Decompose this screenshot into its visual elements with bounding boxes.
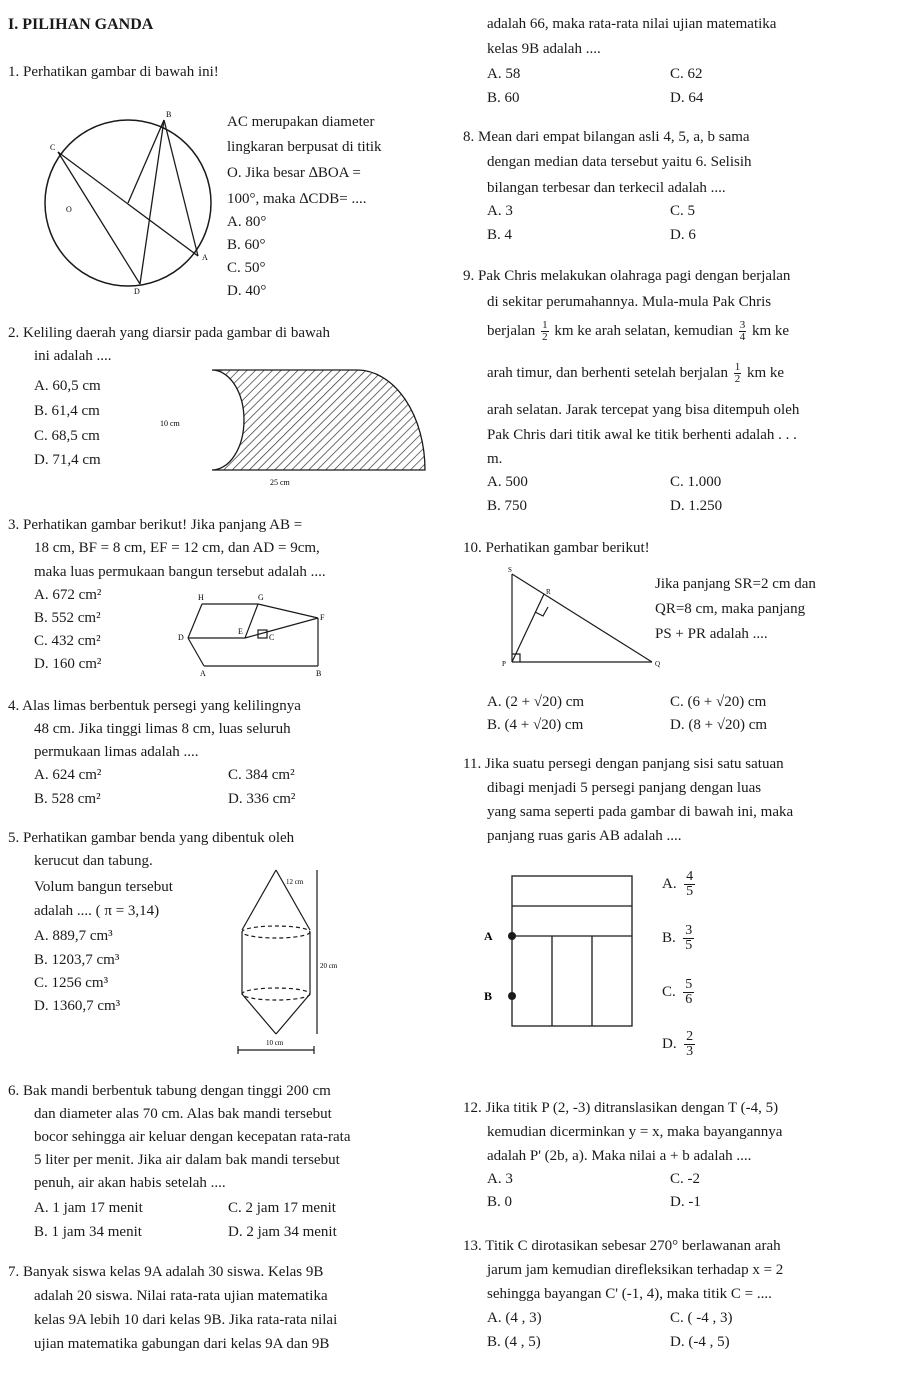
- q3-label-f: F: [320, 613, 325, 622]
- q1-label-b: B: [166, 110, 172, 119]
- q12-stem-1: 12. Jika titik P (2, -3) ditranslasikan dengan T (-4, 5): [463, 1100, 779, 1116]
- q4-stem-3: permukaan limas adalah ....: [34, 744, 199, 760]
- q3-stem-2: 18 cm, BF = 8 cm, EF = 12 cm, dan AD = 9cm,: [34, 540, 320, 556]
- q6-option-d[interactable]: D. 2 jam 34 menit: [228, 1224, 337, 1240]
- q5-label-12cm: 12 cm: [286, 878, 304, 886]
- q2-option-b[interactable]: B. 61,4 cm: [34, 403, 100, 419]
- q7-cont-1: adalah 66, maka rata-rata nilai ujian matematika: [487, 16, 777, 32]
- q5-text-1: Volum bangun tersebut: [34, 879, 173, 895]
- q9-fraction-2: $\frac{3}{4}$: [739, 319, 746, 343]
- q2-option-d[interactable]: D. 71,4 cm: [34, 452, 101, 468]
- q5-option-d[interactable]: D. 1360,7 cm³: [34, 998, 121, 1014]
- q3-stem-3: maka luas permukaan bangun tersebut adalah ....: [34, 564, 326, 580]
- q6-stem-3: bocor sehingga air keluar dengan kecepatan rata-rata: [34, 1129, 351, 1145]
- q3-option-b[interactable]: B. 552 cm²: [34, 610, 101, 626]
- q10-label-r: R: [546, 588, 551, 596]
- q10-label-s: S: [508, 566, 512, 574]
- q6-stem-1: 6. Bak mandi berbentuk tabung dengan tinggi 200 cm: [8, 1083, 331, 1099]
- q3-label-c: C: [269, 633, 275, 642]
- q3-label-g: G: [258, 593, 264, 602]
- q11-label-b: B: [484, 989, 493, 1003]
- q10-label-q: Q: [655, 660, 661, 668]
- q13-stem-3: sehingga bayangan C' (-1, 4), maka titik C = ....: [487, 1286, 772, 1302]
- q11-square-figure: [480, 870, 640, 1030]
- q11-stem-3: yang sama seperti pada gambar di bawah ini, maka: [487, 804, 794, 820]
- q10-stem: 10. Perhatikan gambar berikut!: [463, 540, 650, 556]
- q3-label-b: B: [316, 669, 322, 678]
- q13-option-a[interactable]: A. (4 , 3): [487, 1310, 542, 1326]
- q2-option-a[interactable]: A. 60,5 cm: [34, 378, 101, 394]
- q8-stem-1: 8. Mean dari empat bilangan asli 4, 5, a, b sama: [463, 129, 750, 145]
- q11-stem-4: panjang ruas garis AB adalah ....: [487, 828, 682, 844]
- q4-option-a[interactable]: A. 624 cm²: [34, 767, 102, 783]
- q3-option-a[interactable]: A. 672 cm²: [34, 587, 102, 603]
- q2-option-c[interactable]: C. 68,5 cm: [34, 428, 100, 444]
- section-title: I. PILIHAN GANDA: [8, 16, 154, 33]
- q11-stem-1: 11. Jika suatu persegi dengan panjang sisi satu satuan: [463, 756, 784, 772]
- q1-label-c: C: [50, 143, 56, 152]
- q3-option-c[interactable]: C. 432 cm²: [34, 633, 101, 649]
- q10-option-c[interactable]: C. (6 + √20) cm: [670, 694, 767, 710]
- q5-cone-cylinder-figure: [220, 862, 338, 1062]
- q8-option-b[interactable]: B. 4: [487, 227, 513, 243]
- q1-circle-figure: [38, 108, 218, 298]
- q5-text-2: adalah .... ( π = 3,14): [34, 903, 160, 919]
- q4-option-c[interactable]: C. 384 cm²: [228, 767, 295, 783]
- q3-label-a: A: [200, 669, 206, 678]
- q2-stem-2: ini adalah ....: [34, 348, 112, 364]
- q1-option-c[interactable]: C. 50°: [227, 260, 266, 276]
- q1-option-b[interactable]: B. 60°: [227, 237, 266, 253]
- q10-label-p: P: [502, 660, 506, 668]
- q5-option-b[interactable]: B. 1203,7 cm³: [34, 952, 120, 968]
- q7-option-a[interactable]: A. 58: [487, 66, 521, 82]
- q1-label-d: D: [134, 287, 140, 296]
- q6-option-b[interactable]: B. 1 jam 34 menit: [34, 1224, 142, 1240]
- q1-label-o: O: [66, 205, 72, 214]
- q9-line-7: m.: [487, 451, 503, 467]
- q4-stem-2: 48 cm. Jika tinggi limas 8 cm, luas seluruh: [34, 721, 291, 737]
- q9-option-d[interactable]: D. 1.250: [670, 498, 723, 514]
- q13-stem-2: jarum jam kemudian direfleksikan terhadap x = 2: [487, 1262, 784, 1278]
- q13-option-c[interactable]: C. ( -4 , 3): [670, 1310, 733, 1326]
- q13-stem-1: 13. Titik C dirotasikan sebesar 270° berlawanan arah: [463, 1238, 781, 1254]
- q5-option-a[interactable]: A. 889,7 cm³: [34, 928, 113, 944]
- q2-stem-1: 2. Keliling daerah yang diarsir pada gambar di bawah: [8, 325, 330, 341]
- q11-option-d[interactable]: D. $\frac{2}{3}$: [662, 1029, 694, 1059]
- q12-option-d[interactable]: D. -1: [670, 1194, 701, 1210]
- q3-label-h: H: [198, 593, 204, 602]
- q3-stem-1: 3. Perhatikan gambar berikut! Jika panjang AB =: [8, 517, 303, 533]
- q12-option-b[interactable]: B. 0: [487, 1194, 513, 1210]
- q1-stem: 1. Perhatikan gambar di bawah ini!: [8, 64, 219, 80]
- q5-stem-1: 5. Perhatikan gambar benda yang dibentuk oleh: [8, 830, 295, 846]
- q5-option-c[interactable]: C. 1256 cm³: [34, 975, 109, 991]
- q1-text-4: 100°, maka ∆CDB= ....: [227, 191, 367, 207]
- q8-option-d[interactable]: D. 6: [670, 227, 696, 243]
- q6-stem-2: dan diameter alas 70 cm. Alas bak mandi tersebut: [34, 1106, 332, 1122]
- q5-stem-2: kerucut dan tabung.: [34, 853, 153, 869]
- q8-stem-2: dengan median data tersebut yaitu 6. Selisih: [487, 154, 752, 170]
- q6-stem-4: 5 liter per menit. Jika air dalam bak mandi tersebut: [34, 1152, 340, 1168]
- q6-option-c[interactable]: C. 2 jam 17 menit: [228, 1200, 336, 1216]
- q3-label-d: D: [178, 633, 184, 642]
- q4-stem-1: 4. Alas limas berbentuk persegi yang kelilingnya: [8, 698, 301, 714]
- q4-option-d[interactable]: D. 336 cm²: [228, 791, 296, 807]
- q10-text-2: QR=8 cm, maka panjang: [655, 601, 806, 617]
- q10-option-b[interactable]: B. (4 + √20) cm: [487, 717, 584, 733]
- q3-prism-figure: [170, 590, 340, 680]
- q1-label-a: A: [202, 253, 208, 262]
- q11-stem-2: dibagi menjadi 5 persegi panjang dengan luas: [487, 780, 762, 796]
- q13-option-b[interactable]: B. (4 , 5): [487, 1334, 541, 1350]
- q7-option-b[interactable]: B. 60: [487, 90, 520, 106]
- q10-option-a[interactable]: A. (2 + √20) cm: [487, 694, 585, 710]
- q10-option-d[interactable]: D. (8 + √20) cm: [670, 717, 768, 733]
- q1-text-2: lingkaran berpusat di titik: [227, 139, 382, 155]
- q2-label-25cm: 25 cm: [270, 478, 290, 487]
- q9-option-c[interactable]: C. 1.000: [670, 474, 722, 490]
- q1-option-d[interactable]: D. 40°: [227, 283, 267, 299]
- q1-option-a[interactable]: A. 80°: [227, 214, 267, 230]
- q11-option-b[interactable]: B. $\frac{3}{5}$: [662, 923, 693, 953]
- q7-option-d[interactable]: D. 64: [670, 90, 704, 106]
- q10-text-1: Jika panjang SR=2 cm dan: [655, 576, 816, 592]
- q8-stem-3: bilangan terbesar dan terkecil adalah ....: [487, 180, 726, 196]
- q7-stem-3: kelas 9A lebih 10 dari kelas 9B. Jika rata-rata nilai: [34, 1312, 338, 1328]
- q9-line-6: Pak Chris dari titik awal ke titik berhenti adalah . . .: [487, 427, 797, 443]
- q10-triangle-figure: [500, 564, 670, 674]
- q1-text-1: AC merupakan diameter: [227, 114, 375, 130]
- q7-cont-2: kelas 9B adalah ....: [487, 41, 601, 57]
- q10-text-3: PS + PR adalah ....: [655, 626, 768, 642]
- q9-stem-2: di sekitar perumahannya. Mula-mula Pak Chris: [487, 294, 772, 310]
- q9-line-4: arah timur, dan berhenti setelah berjalan $\frac{1}{2}$ km ke: [487, 361, 785, 385]
- q11-label-a: A: [484, 929, 493, 943]
- q9-line-5: arah selatan. Jarak tercepat yang bisa ditempuh oleh: [487, 402, 800, 418]
- q9-fraction-3: $\frac{1}{2}$: [734, 361, 741, 385]
- q11-option-a[interactable]: A. $\frac{4}{5}$: [662, 869, 694, 899]
- q9-line-3: berjalan $\frac{1}{2}$ km ke arah selatan, kemudian $\frac{3}{4}$ km ke: [487, 319, 790, 343]
- q11-option-c[interactable]: C. $\frac{5}{6}$: [662, 977, 693, 1007]
- q8-option-a[interactable]: A. 3: [487, 203, 513, 219]
- q9-option-b[interactable]: B. 750: [487, 498, 528, 514]
- q5-label-10cm: 10 cm: [266, 1039, 284, 1047]
- q9-option-a[interactable]: A. 500: [487, 474, 528, 490]
- q6-option-a[interactable]: A. 1 jam 17 menit: [34, 1200, 143, 1216]
- q3-option-d[interactable]: D. 160 cm²: [34, 656, 102, 672]
- q5-label-20cm: 20 cm: [320, 962, 338, 970]
- q9-stem-1: 9. Pak Chris melakukan olahraga pagi dengan berjalan: [463, 268, 791, 284]
- q12-stem-3: adalah P' (2b, a). Maka nilai a + b adalah ....: [487, 1148, 752, 1164]
- q2-label-10cm: 10 cm: [160, 419, 180, 428]
- q7-option-c[interactable]: C. 62: [670, 66, 703, 82]
- q4-option-b[interactable]: B. 528 cm²: [34, 791, 101, 807]
- q9-fraction-1: $\frac{1}{2}$: [542, 319, 548, 343]
- q13-option-d[interactable]: D. (-4 , 5): [670, 1334, 730, 1350]
- q6-stem-5: penuh, air akan habis setelah ....: [34, 1175, 226, 1191]
- q7-stem-4: ujian matematika gabungan dari kelas 9A dan 9B: [34, 1336, 330, 1352]
- q8-option-c[interactable]: C. 5: [670, 203, 696, 219]
- q12-option-c[interactable]: C. -2: [670, 1171, 700, 1187]
- q3-label-e: E: [238, 627, 243, 636]
- q7-stem-1: 7. Banyak siswa kelas 9A adalah 30 siswa. Kelas 9B: [8, 1264, 324, 1280]
- q1-text-3: O. Jika besar ∆BOA =: [227, 165, 361, 181]
- q12-stem-2: kemudian dicerminkan y = x, maka bayangannya: [487, 1124, 783, 1140]
- q2-shaded-figure: [150, 365, 435, 490]
- q7-stem-2: adalah 20 siswa. Nilai rata-rata ujian matematika: [34, 1288, 328, 1304]
- q12-option-a[interactable]: A. 3: [487, 1171, 513, 1187]
